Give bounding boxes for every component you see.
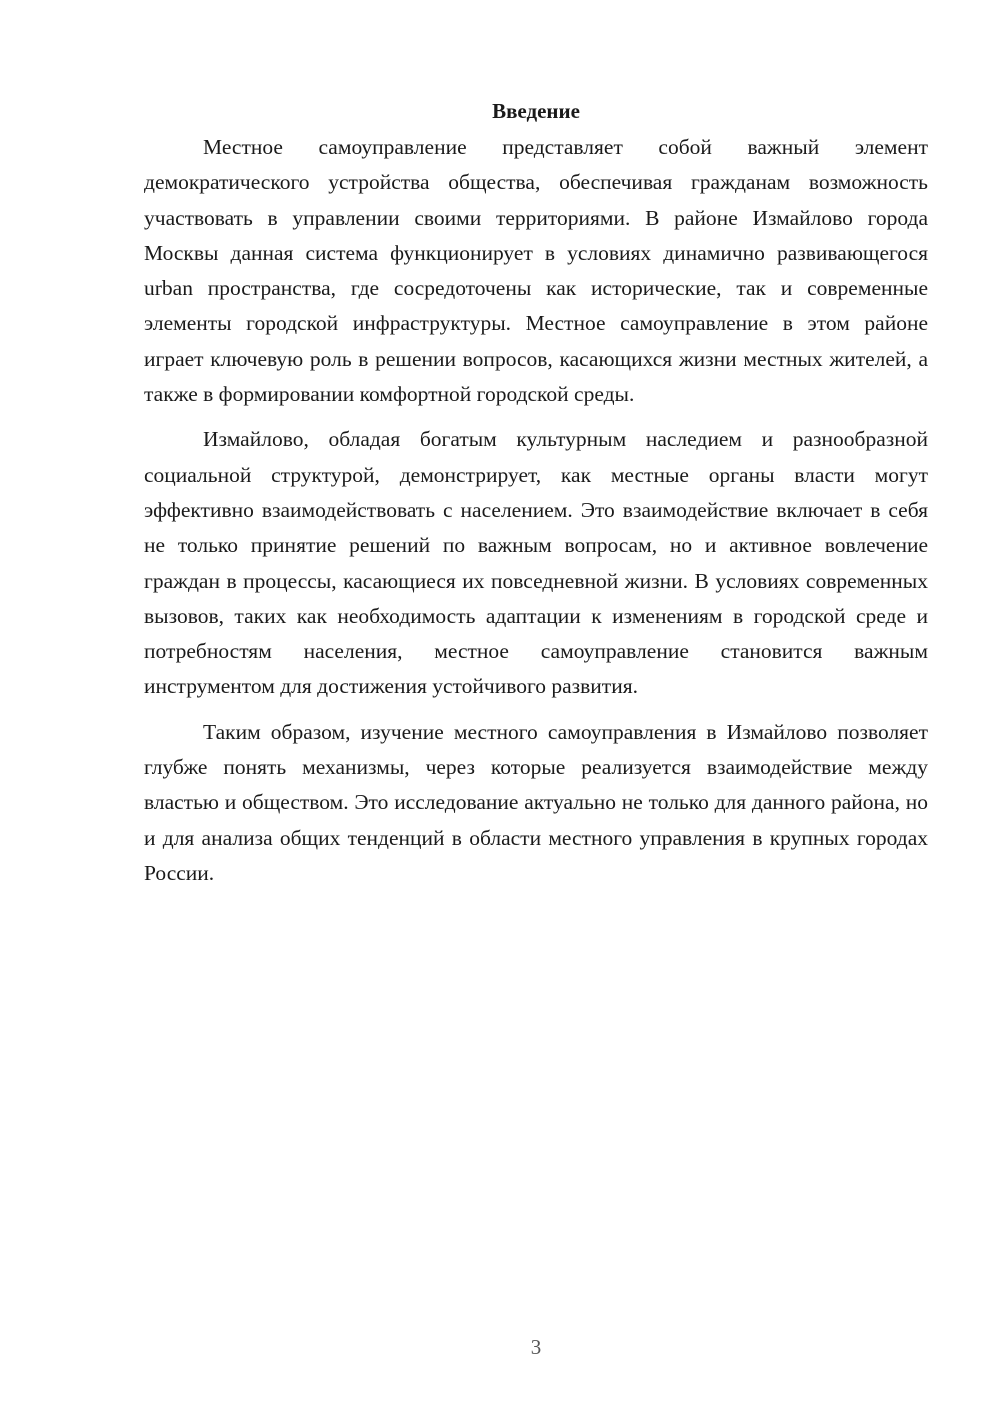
paragraph-1: Местное самоуправление представляет собой важный элемент демократического устройства общества, обеспечивая гражданам возможность участвовать в управлении своими территориями. В районе Измайлово города Москвы данная система функционирует в условиях динамично развивающегося urban пространства, где сосредоточены как исторические, так и современные элементы городской инфраструктуры. Местное самоуправление в этом районе играет ключевую роль в решении вопросов, касающихся жизни местных жителей, а также в формировании комфортной городской среды. (144, 135, 928, 407)
paragraph-2: Измайлово, обладая богатым культурным наследием и разнообразной социальной структурой, демонстрирует, как местные органы власти могут эффективно взаимодействовать с населением. Это взаимодействие включает в себя не только принятие решений по важным вопросам, но и активное вовлечение граждан в процессы, касающиеся их повседневной жизни. В условиях современных вызовов, таких как необходимость адаптации к изменениям в городской среде и потребностям населения, местное самоуправление становится важным инструментом для достижения устойчивого развития. (144, 427, 928, 699)
paragraph-3: Таким образом, изучение местного самоуправления в Измайлово позволяет глубже понять механизмы, через которые реализуется взаимодействие между властью и обществом. Это исследование актуально не только для данного района, но и для анализа общих тенденций в области местного управления в крупных городах России. (144, 719, 928, 885)
page-content (144, 96, 928, 901)
page-number: 3 (530, 1335, 542, 1359)
section-heading: Введение (492, 99, 580, 123)
